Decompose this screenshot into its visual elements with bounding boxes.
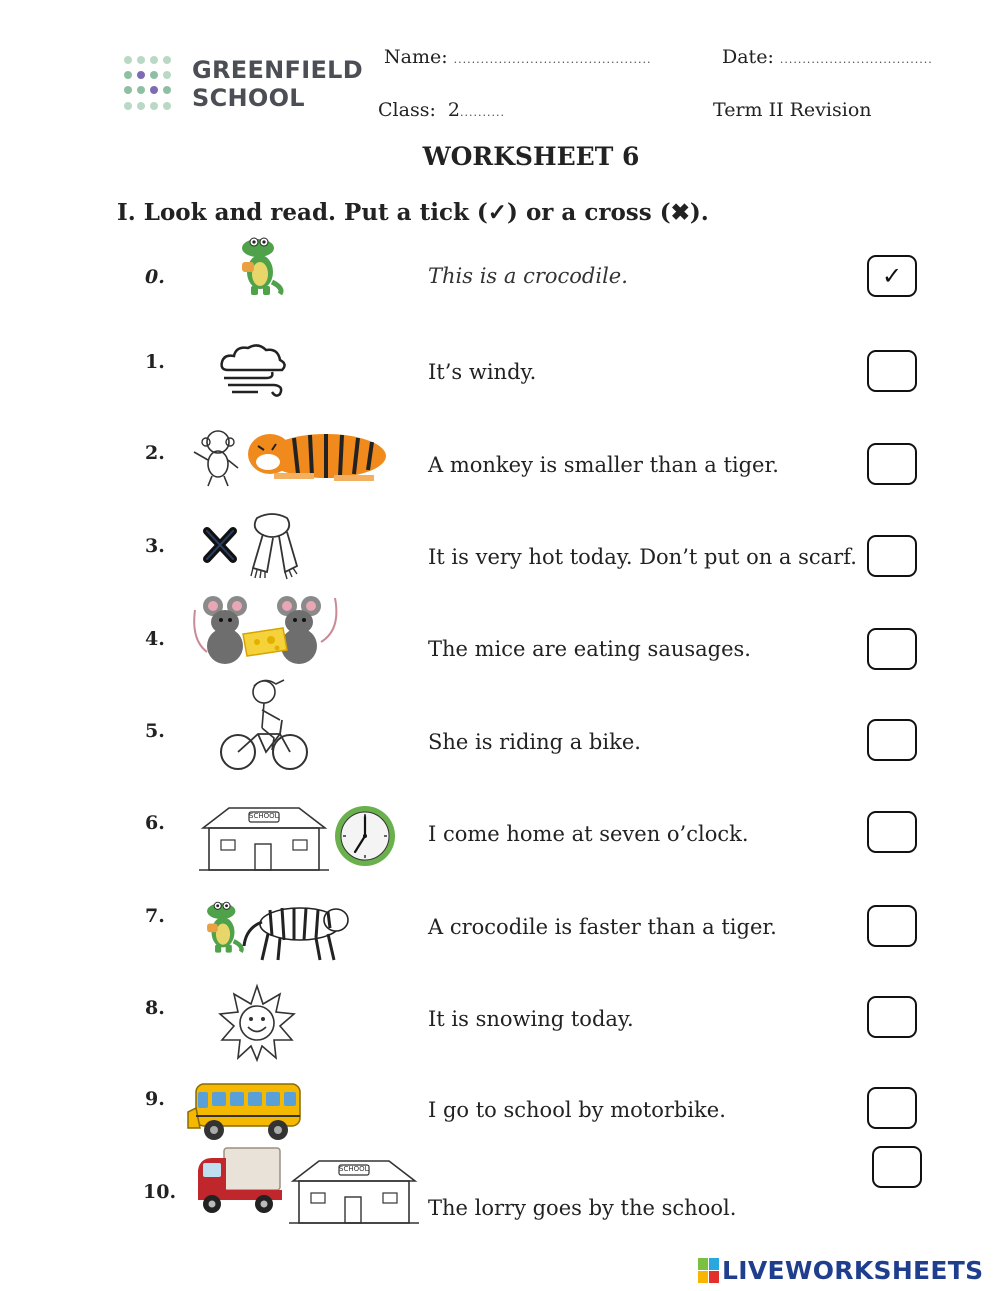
item-number: 7. — [145, 905, 165, 927]
item-sentence: I come home at seven o’clock. — [428, 822, 749, 846]
tiger-icon — [244, 426, 390, 482]
answer-box[interactable] — [867, 996, 917, 1038]
instruction: I. Look and read. Put a tick (✓) or a cross (✖). — [117, 199, 709, 226]
girl-riding-bike-icon — [218, 676, 310, 772]
item-number: 0. — [145, 266, 165, 288]
item-number: 8. — [145, 997, 165, 1019]
answer-box[interactable] — [867, 1087, 917, 1129]
school-name-line1: GREENFIELD — [192, 56, 363, 84]
date-label: Date: — [722, 46, 774, 68]
item-sentence: It is very hot today. Don’t put on a scarf. — [428, 545, 857, 569]
windy-cloud-icon — [218, 340, 290, 398]
crocodile-icon — [234, 236, 286, 296]
liveworksheets-brand: LIVEWORKSHEETS — [722, 1256, 984, 1285]
class-value: 2 — [447, 99, 460, 121]
sun-icon — [218, 984, 296, 1062]
lorry-icon — [194, 1146, 284, 1216]
liveworksheets-logo — [698, 1256, 983, 1285]
answer-box[interactable] — [867, 905, 917, 947]
item-sentence: The lorry goes by the school. — [428, 1196, 737, 1220]
item-sentence: It’s windy. — [428, 360, 537, 384]
item-sentence: This is a crocodile. — [428, 264, 628, 288]
date-field[interactable]: Date: .................................. — [722, 46, 933, 68]
answer-box[interactable] — [872, 1146, 922, 1188]
item-number: 4. — [145, 628, 165, 650]
cross-icon — [203, 527, 237, 563]
name-field[interactable]: Name: ............................................ — [384, 46, 652, 68]
item-number: 1. — [145, 351, 165, 373]
item-number: 6. — [145, 812, 165, 834]
school-sign-text: SCHOOL — [339, 1165, 369, 1173]
answer-box[interactable] — [867, 811, 917, 853]
school-logo — [120, 52, 363, 118]
answer-box[interactable]: ✓ — [867, 255, 917, 297]
liveworksheets-blocks-icon — [698, 1258, 720, 1284]
scarf-icon — [243, 512, 301, 580]
mice-eating-cheese-icon — [191, 590, 341, 666]
answer-box[interactable] — [867, 535, 917, 577]
item-sentence: The mice are eating sausages. — [428, 637, 751, 661]
term-label: Term II Revision — [713, 99, 872, 121]
monkey-icon — [186, 428, 246, 488]
answer-box[interactable] — [867, 350, 917, 392]
school-bus-icon — [186, 1078, 304, 1144]
item-sentence: It is snowing today. — [428, 1007, 634, 1031]
item-number: 10. — [143, 1181, 177, 1203]
class-label: Class: — [378, 99, 436, 121]
answer-box[interactable] — [867, 628, 917, 670]
school-name-line2: SCHOOL — [192, 84, 305, 112]
answer-box[interactable] — [867, 719, 917, 761]
item-number: 3. — [145, 535, 165, 557]
answer-box[interactable] — [867, 443, 917, 485]
item-number: 5. — [145, 720, 165, 742]
class-field[interactable]: Class: 2.......... — [378, 99, 505, 121]
tiger-icon — [240, 898, 352, 964]
item-number: 2. — [145, 442, 165, 464]
item-number: 9. — [145, 1088, 165, 1110]
name-label: Name: — [384, 46, 448, 68]
page-title: WORKSHEET 6 — [422, 142, 640, 171]
item-sentence: A crocodile is faster than a tiger. — [428, 915, 777, 939]
item-sentence: I go to school by motorbike. — [428, 1098, 726, 1122]
school-sign-text: SCHOOL — [249, 812, 279, 820]
item-sentence: A monkey is smaller than a tiger. — [428, 453, 779, 477]
item-sentence: She is riding a bike. — [428, 730, 641, 754]
clock-icon — [333, 804, 397, 868]
